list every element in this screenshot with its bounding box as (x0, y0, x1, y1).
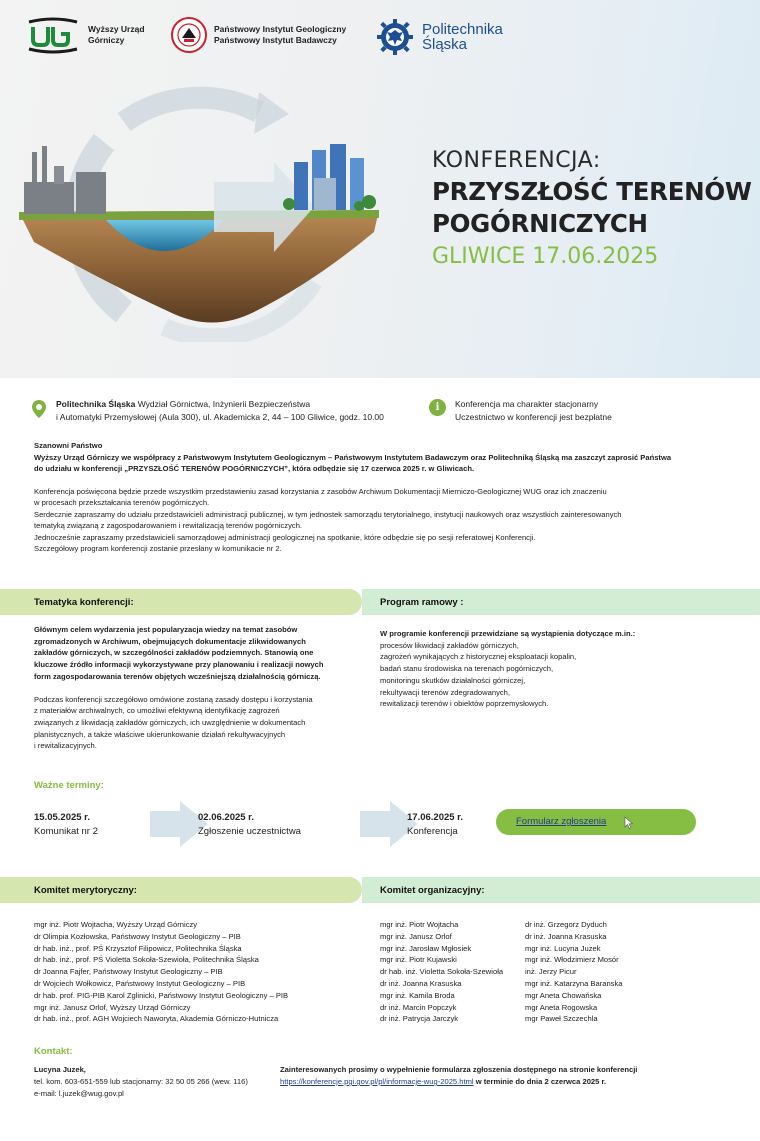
registration-form-link[interactable]: Formularz zgłoszenia (516, 816, 607, 827)
invitation-line-2: do udziału w konferencji „PRZYSZŁOŚĆ TERENÓW POGÓRNICZYCH”, która odbędzie się 17 czerwca 2025 r. w Gliwicach. (34, 464, 475, 473)
committee-member: dr inż. Grzegorz Dyduch (525, 920, 607, 929)
contact-name: Lucyna Juzek, (34, 1065, 86, 1074)
venue-address: i Automatyki Przemysłowej (Aula 300), ul. Akademicka 2, 44 – 100 Gliwice, godz. 10.00 (56, 412, 384, 422)
attendance-mode: Konferencja ma charakter stacjonarny (455, 399, 599, 409)
conference-title (432, 146, 752, 272)
info-icon: i (429, 399, 446, 416)
date-item (34, 811, 98, 839)
committee-member: dr inż. Joanna Krasuska (380, 978, 462, 988)
program-item: rekultywacji terenów zdegradowanych, (380, 687, 511, 697)
pig-name-line2: Państwowy Instytut Badawczy (214, 35, 337, 45)
committee-member: dr hab. inż., prof. PŚ Violetta Sokoła-Szewioła, Politechnika Śląska (34, 955, 259, 965)
program-heading: Program ramowy : (380, 597, 464, 608)
committee-member: dr inż. Patrycja Jarczyk (380, 1014, 459, 1024)
committee-member: mgr inż. Kamila Broda (380, 990, 455, 1000)
topics-bold-line: kluczowe źródło informacji wykorzystywane przy planowaniu i realizacji nowych (34, 660, 324, 670)
pig-logo (170, 16, 346, 54)
committee-member: dr inż. Joanna Krasuska (525, 931, 607, 941)
date-label: Komunikat nr 2 (34, 826, 98, 837)
committee-member: dr Joanna Fajfer, Państwowy Instytut Geologiczny – PIB (34, 967, 223, 977)
contact-heading: Kontakt: (34, 1046, 73, 1057)
attendance-free: Uczestnictwo w konferencji jest bezpłatne (455, 412, 612, 422)
program-intro: W programie konferencji przewidziane są wystąpienia dotyczące m.in.: (380, 629, 636, 638)
contact-email[interactable]: e-mail: l.juzek@wug.gov.pl (34, 1089, 124, 1098)
registration-line: Zainteresowanych prosimy o wypełnienie formularza zgłoszenia dostępnego na stronie konferencji (280, 1065, 638, 1074)
topics-bold-line: zakładów górniczych, w szczególności zakładów podziemnych. Stanowią one (34, 648, 314, 658)
purpose-line-1: Konferencja poświęcona będzie przede wszystkim przedstawieniu zasad korzystania z zasobów Archiwum Dokumentacji Mierniczo-Geologicznej WUG oraz ich znaczeniu (34, 486, 607, 496)
polsl-gear-eagle-icon (376, 18, 414, 56)
committee-member: dr Olimpia Kozłowska, Państwowy Instytut Geologiczny – PIB (34, 931, 241, 941)
committee-member: mgr inż. Piotr Wojtacha (380, 920, 459, 929)
topics-bold-line: form zagospodarowania terenów objętych wcześniejszą działalnością górniczą. (34, 671, 321, 681)
date-item (198, 811, 301, 839)
pig-name-line1: Państwowy Instytut Geologiczny (214, 24, 347, 34)
greeting: Szanowni Państwo (34, 441, 103, 450)
committee-member: dr Wojciech Wołkowicz, Państwowy Instytut Geologiczny – PIB (34, 978, 246, 988)
venue-faculty: Wydział Górnictwa, Inżynierii Bezpieczeństwa (135, 399, 311, 409)
sci-committee-heading: Komitet merytoryczny: (34, 885, 137, 896)
committee-member: mgr Aneta Rogowska (525, 1002, 598, 1012)
committee-member: dr hab. prof. PIG-PIB Karol Zglinicki, Państwowy Instytut Geologiczny – PIB (34, 990, 289, 1000)
committee-member: mgr inż. Piotr Wojtacha, Wyższy Urząd Górniczy (34, 920, 198, 929)
program-item: procesów likwidacji zakładów górniczych, (380, 640, 519, 650)
contact-info (34, 1064, 248, 1100)
wug-name-line1: Wyższy Urząd (88, 24, 145, 34)
topics-line: związanych z likwidacją zakładów górniczych, ich uwzględnienie w dokumentach (34, 717, 306, 727)
registration-note (280, 1064, 637, 1088)
dates-heading: Ważne terminy: (34, 780, 104, 791)
audience-line-1: Serdecznie zapraszamy do udziału przedstawicieli administracji publicznej, w tym jednostek samorządu terytorialnego, instytucji naukowych oraz wszystkich zainteresowanych (34, 509, 622, 519)
committee-member: dr hab. inż. Violetta Sokoła-Szewioła (380, 967, 504, 977)
program-item: badań stanu środowiska na terenach pogórniczych, (380, 664, 554, 674)
title-line-przyszlosc: PRZYSZŁOŚĆ TERENÓW (432, 177, 752, 206)
pig-emblem-icon (170, 16, 208, 54)
committee-member: dr hab. inż., prof. AGH Wojciech Naworyta, Akademia Górniczo-Hutnicza (34, 1014, 279, 1024)
topics-bold-line: zgromadzonych w Archiwum, obejmujących dokumentacje zlikwidowanych (34, 636, 306, 646)
hero-banner (0, 0, 760, 378)
program-item: rewitalizacji terenów i obiektów poprzemysłowych. (380, 699, 549, 709)
venue-info (56, 398, 384, 424)
registration-form-button[interactable] (496, 809, 696, 835)
committee-member: mgr inż. Janusz Orlof, Wyższy Urząd Górniczy (34, 1002, 191, 1012)
committee-member: mgr Paweł Szczechla (525, 1014, 598, 1024)
committee-member: mgr inż. Piotr Kujawski (380, 955, 457, 965)
sci-committee-list (34, 919, 288, 1025)
program-item: zagrożeń wynikających z historycznej eksploatacji kopalin, (380, 652, 577, 662)
committee-member: mgr Aneta Chowańska (525, 990, 602, 1000)
program-note: Szczegółowy program konferencji zostanie przesłany w komunikacie nr 2. (34, 544, 282, 553)
program-item: monitoringu skutków działalności górniczej, (380, 675, 526, 685)
registration-url-link[interactable]: https://konferencje.pgi.gov.pl/pl/informacje-wug-2025.html (280, 1077, 474, 1086)
date-item (407, 811, 463, 839)
topics-heading: Tematyka konferencji: (34, 597, 134, 608)
purpose-line-2: w procesach przekształcania terenów pogórniczych. (34, 498, 210, 507)
contact-phone: tel. kom. 603-651-559 lub stacjonarny: 32 50 05 266 (wew. 116) (34, 1077, 248, 1086)
invitation-line-1: Wyższy Urząd Górniczy we współpracy z Państwowym Instytutem Geologicznym – Państwowym Instytutem Badawczym oraz Politechniką Śląską ma zaszczyt zaprosić Państwa (34, 452, 672, 462)
registration-deadline: w terminie do dnia 2 czerwca 2025 r. (473, 1077, 607, 1086)
audience-line-2: tematyką związaną z zagospodarowaniem i rewitalizacją terenów pogórniczych. (34, 521, 303, 530)
location-pin-icon (32, 400, 46, 418)
committee-member: mgr inż. Lucyna Juzek (525, 943, 601, 953)
date-value: 15.05.2025 r. (34, 812, 90, 823)
org-committee-list-1 (380, 919, 503, 1025)
meeting-note: Jednocześnie zapraszamy przedstawicieli samorządowej administracji geologicznej na spotkanie, które odbędzie się po sesji referatowej Konferencji. (34, 532, 536, 542)
topics-line: planistycznych, a także właściwe ukierunkowanie działań rekultywacyjnych (34, 729, 286, 739)
title-line-pogorniczych: POGÓRNICZYCH (432, 209, 648, 238)
title-line-konferencja: KONFERENCJA: (432, 148, 601, 173)
committee-member: mgr inż. Katarzyna Baranska (525, 978, 623, 988)
date-value: 17.06.2025 r. (407, 812, 463, 823)
committee-member: mgr inż. Janusz Orlof (380, 931, 452, 941)
invitation-text (34, 440, 724, 555)
venue-name: Politechnika Śląska (56, 399, 136, 409)
wug-logo (26, 16, 145, 54)
org-committee-heading: Komitet organizacyjny: (380, 885, 485, 896)
date-value: 02.06.2025 r. (198, 812, 254, 823)
committee-member: dr hab. inż., prof. PŚ Krzysztof Filipowicz, Politechnika Śląska (34, 943, 242, 953)
date-label: Konferencja (407, 826, 458, 837)
committee-member: dr inż. Marcin Popczyk (380, 1002, 457, 1012)
program-text (380, 628, 740, 710)
committee-member: mgr inż. Jarosław Mgłosiek (380, 943, 472, 953)
topics-text (34, 624, 344, 752)
topics-line: i rewitalizacyjnych. (34, 741, 97, 751)
committee-member: mgr inż. Włodzimierz Mosór (525, 955, 619, 965)
polsl-logo (376, 18, 503, 56)
title-place-date: GLIWICE 17.06.2025 (432, 244, 659, 269)
polsl-name-line2: Śląska (422, 36, 468, 53)
committee-member: inż. Jerzy Picur (525, 967, 577, 977)
topics-line: z materiałów archiwalnych, co umożliwi efektywną identyfikację zagrożeń (34, 706, 280, 716)
polsl-name-line1: Politechnika (422, 21, 503, 38)
org-committee-list-2 (525, 919, 623, 1025)
reclamation-illustration (14, 82, 394, 342)
topics-bold-line: Głównym celem wydarzenia jest popularyzacja wiedzy na temat zasobów (34, 625, 298, 634)
topics-line: Podczas konferencji szczegółowo omówione zostaną zasady dostępu i korzystania (34, 694, 313, 704)
attendance-info (455, 398, 612, 424)
date-label: Zgłoszenie uczestnictwa (198, 826, 301, 837)
wug-emblem-icon (26, 16, 80, 54)
wug-name-line2: Górniczy (88, 35, 125, 45)
cursor-pointer-icon (624, 816, 634, 829)
